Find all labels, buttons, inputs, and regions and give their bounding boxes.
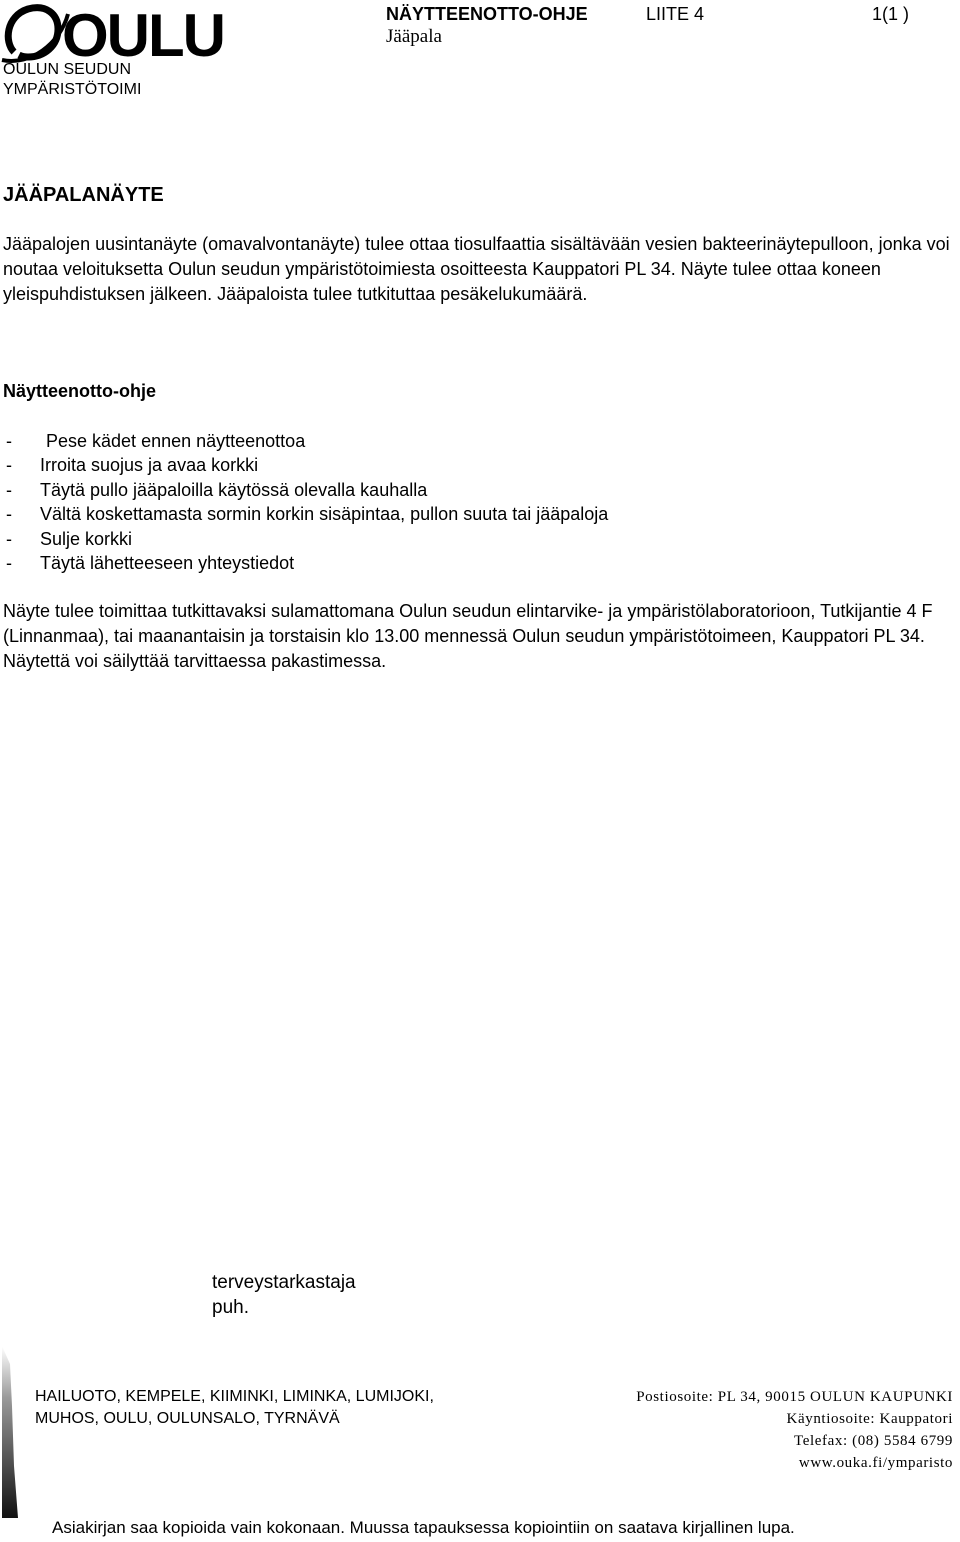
list-item: - Irroita suojus ja avaa korkki: [6, 455, 259, 476]
footer-contact-info: [636, 1386, 953, 1474]
intro-paragraph: Jääpalojen uusintanäyte (omavalvontanäyte) tulee ottaa tiosulfaattia sisältävään vesien bakteerinäytepulloon, jonka voi noutaa veloituksetta Oulun seudun ympäristötoimiesta osoitteesta Kauppatori PL 34. Näyte tulee ottaa koneen yleispuhdistuksen jälkeen. Jääpaloista tulee tutkituttaa pesäkelukumäärä.: [3, 234, 950, 304]
delivery-paragraph: Näyte tulee toimittaa tutkittavaksi sulamattomana Oulun seudun elintarvike- ja ympäristölaboratorioon, Tutkijantie 4 F (Linnanmaa), tai maanantaisin ja torstaisin klo 13.00 mennessä Oulun seudun ympäristötoimeen, Kauppatori PL 34. Näytettä voi säilyttää tarvittaessa pakastimessa.: [3, 601, 933, 671]
copy-notice: Asiakirjan saa kopioida vain kokonaan. Muussa tapauksessa kopiointiin on saatava kirjallinen lupa.: [52, 1518, 795, 1537]
list-item: - Täytä pullo jääpaloilla käytössä olevalla kauhalla: [6, 479, 428, 500]
org-line-1: OULUN SEUDUN: [3, 61, 132, 78]
municipalities-line-2: MUHOS, OULU, OULUNSALO, TYRNÄVÄ: [35, 1410, 340, 1427]
list-item: - Sulje korkki: [6, 528, 133, 549]
instruction-list: [3, 429, 608, 575]
contact-block: [212, 1270, 356, 1320]
document-title: NÄYTTEENOTTO-OHJE: [386, 4, 588, 24]
footer-municipalities: [35, 1386, 434, 1430]
list-item: - Pese kädet ennen näytteenottoa: [6, 431, 306, 451]
visiting-address: Käyntiosoite: Kauppatori: [786, 1411, 953, 1427]
org-line-2: YMPÄRISTÖTOIMI: [3, 81, 142, 98]
main-heading: JÄÄPALANÄYTE: [3, 184, 164, 206]
list-item: - Täytä lähetteeseen yhteystiedot: [6, 553, 295, 574]
list-item: - Vältä koskettamasta sormin korkin sisäpintaa, pullon suuta tai jääpaloja: [6, 504, 609, 525]
municipalities-line-1: HAILUOTO, KEMPELE, KIIMINKI, LIMINKA, LUMIJOKI,: [35, 1388, 434, 1405]
oulu-logo: [2, 2, 224, 69]
instructions-heading: Näytteenotto-ohje: [3, 381, 156, 401]
postal-address: Postiosoite: PL 34, 90015 OULUN KAUPUNKI: [636, 1389, 953, 1405]
logo-text: OULU: [62, 2, 224, 69]
contact-phone: puh.: [212, 1297, 249, 1318]
contact-title: terveystarkastaja: [212, 1272, 356, 1293]
page-number: 1(1 ): [872, 4, 910, 24]
document-subtitle: Jääpala: [386, 26, 442, 47]
footer-decoration: [0, 1346, 22, 1518]
fax-number: Telefax: (08) 5584 6799: [794, 1433, 953, 1449]
website-link[interactable]: www.ouka.fi/ymparisto: [798, 1455, 953, 1471]
organization-name: [3, 60, 141, 100]
attachment-label: LIITE 4: [646, 4, 705, 24]
